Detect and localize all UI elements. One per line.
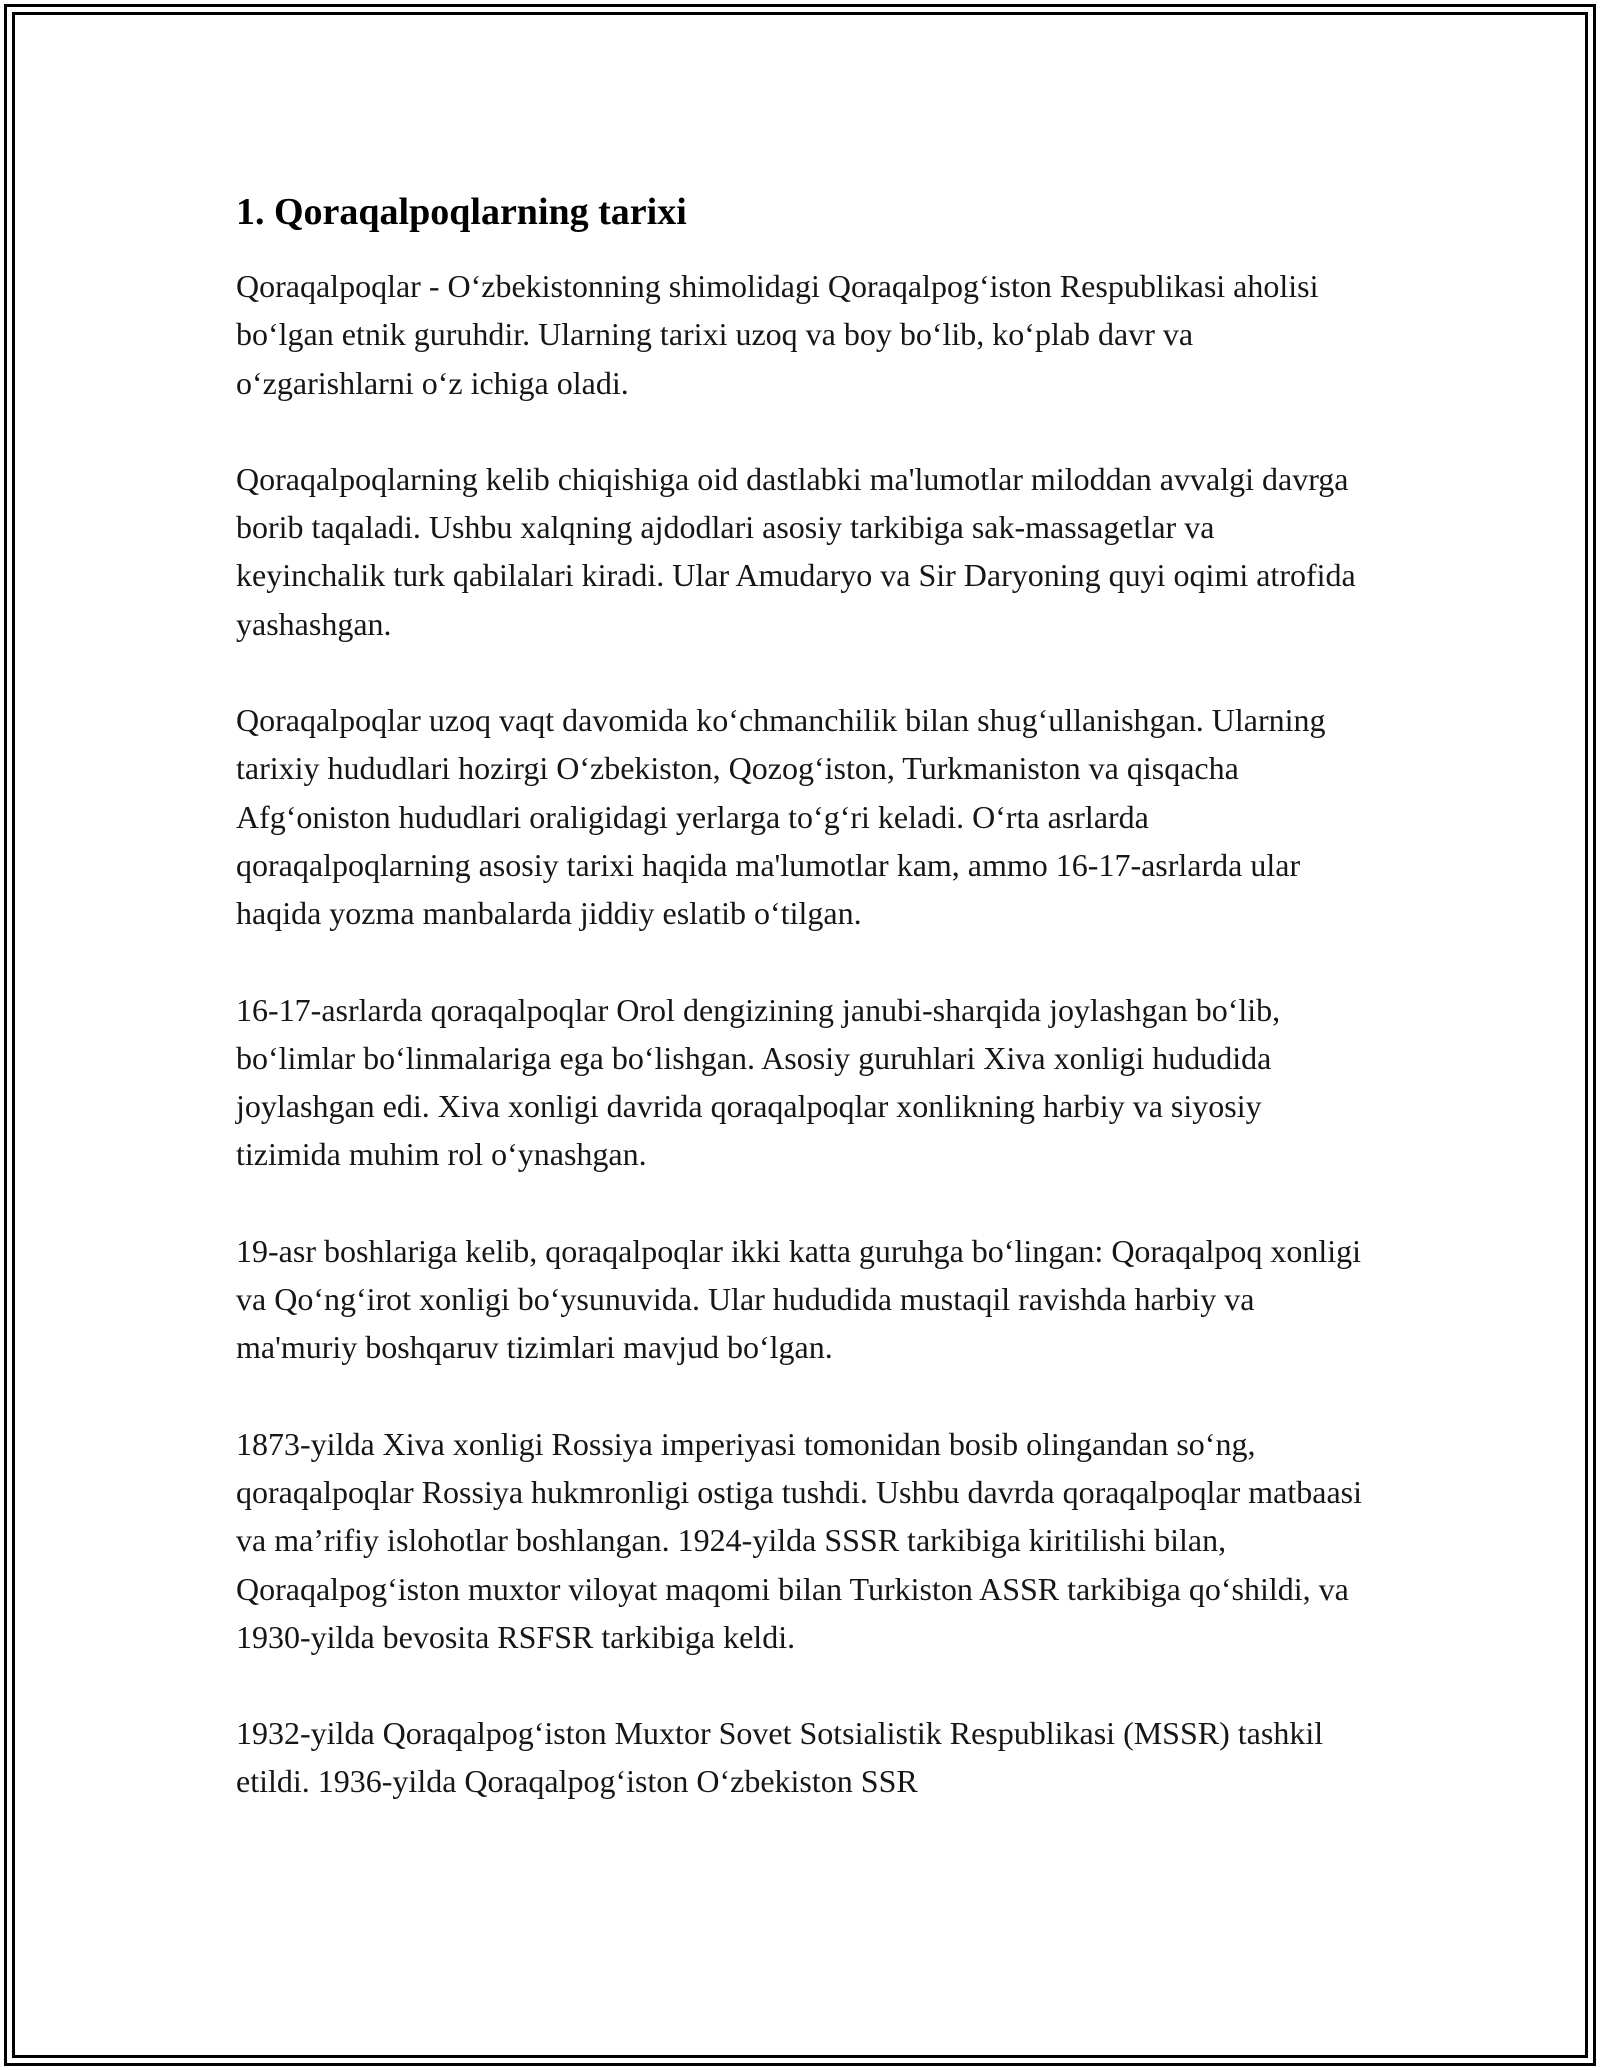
paragraph-1: Qoraqalpoqlar - O‘zbekistonning shimolidagi Qoraqalpog‘iston Respublikasi aholisi bo‘lgan etnik guruhdir. Ularning tarixi uzoq va boy bo‘lib, ko‘plab davr va o‘zgarishlarni o‘z ichiga oladi.	[236, 268, 1319, 401]
section-heading: 1. Qoraqalpoqlarning tarixi	[236, 191, 687, 233]
paragraph-2: Qoraqalpoqlarning kelib chiqishiga oid dastlabki ma'lumotlar miloddan avvalgi davrga borib taqaladi. Ushbu xalqning ajdodlari asosiy tarkibiga sak-massagetlar va keyinchalik turk qabilalari kiradi. Ular Amudaryo va Sir Daryoning quyi oqimi atrofida yashashgan.	[236, 460, 1356, 642]
paragraph-4: 16-17-asrlarda qoraqalpoqlar Orol dengizining janubi-sharqida joylashgan bo‘lib, bo‘limlar bo‘linmalariga ega bo‘lishgan. Asosiy guruhlari Xiva xonligi hududida joylashgan edi. Xiva xonligi davrida qoraqalpoqlar xonlikning harbiy va siyosiy tizimida muhim rol o‘ynashgan.	[236, 991, 1281, 1173]
paragraph-3: Qoraqalpoqlar uzoq vaqt davomida ko‘chmanchilik bilan shug‘ullanishgan. Ularning tarixiy hududlari hozirgi O‘zbekiston, Qozog‘iston, Turkmaniston va qisqacha Afg‘oniston hududlari oraligidagi yerlarga to‘g‘ri keladi. O‘rta asrlarda qoraqalpoqlarning asosiy tarixi haqida ma'lumotlar kam, ammo 16-17-asrlarda ular haqida yozma manbalarda jiddiy eslatib o‘tilgan.	[236, 702, 1326, 932]
paragraph-5: 19-asr boshlariga kelib, qoraqalpoqlar ikki katta guruhga bo‘lingan: Qoraqalpoq xonligi va Qo‘ng‘irot xonligi bo‘ysunuvida. Ular hududida mustaqil ravishda harbiy va ma'muriy boshqaruv tizimlari mavjud bo‘lgan.	[236, 1232, 1362, 1366]
paragraph-7: 1932-yilda Qoraqalpog‘iston Muxtor Sovet Sotsialistik Respublikasi (MSSR) tashkil etildi. 1936-yilda Qoraqalpog‘iston O‘zbekiston SSR	[236, 1715, 1324, 1800]
document-body	[236, 182, 1366, 1854]
paragraph-6: 1873-yilda Xiva xonligi Rossiya imperiyasi tomonidan bosib olingandan so‘ng, qoraqalpoqlar Rossiya hukmronligi ostiga tushdi. Ushbu davrda qoraqalpoqlar matbaasi va ma’rifiy islohotlar boshlangan. 1924-yilda SSSR tarkibiga kiritilishi bilan, Qoraqalpog‘iston muxtor viloyat maqomi bilan Turkiston ASSR tarkibiga qo‘shildi, va 1930-yilda bevosita RSFSR tarkibiga keldi.	[236, 1425, 1362, 1655]
